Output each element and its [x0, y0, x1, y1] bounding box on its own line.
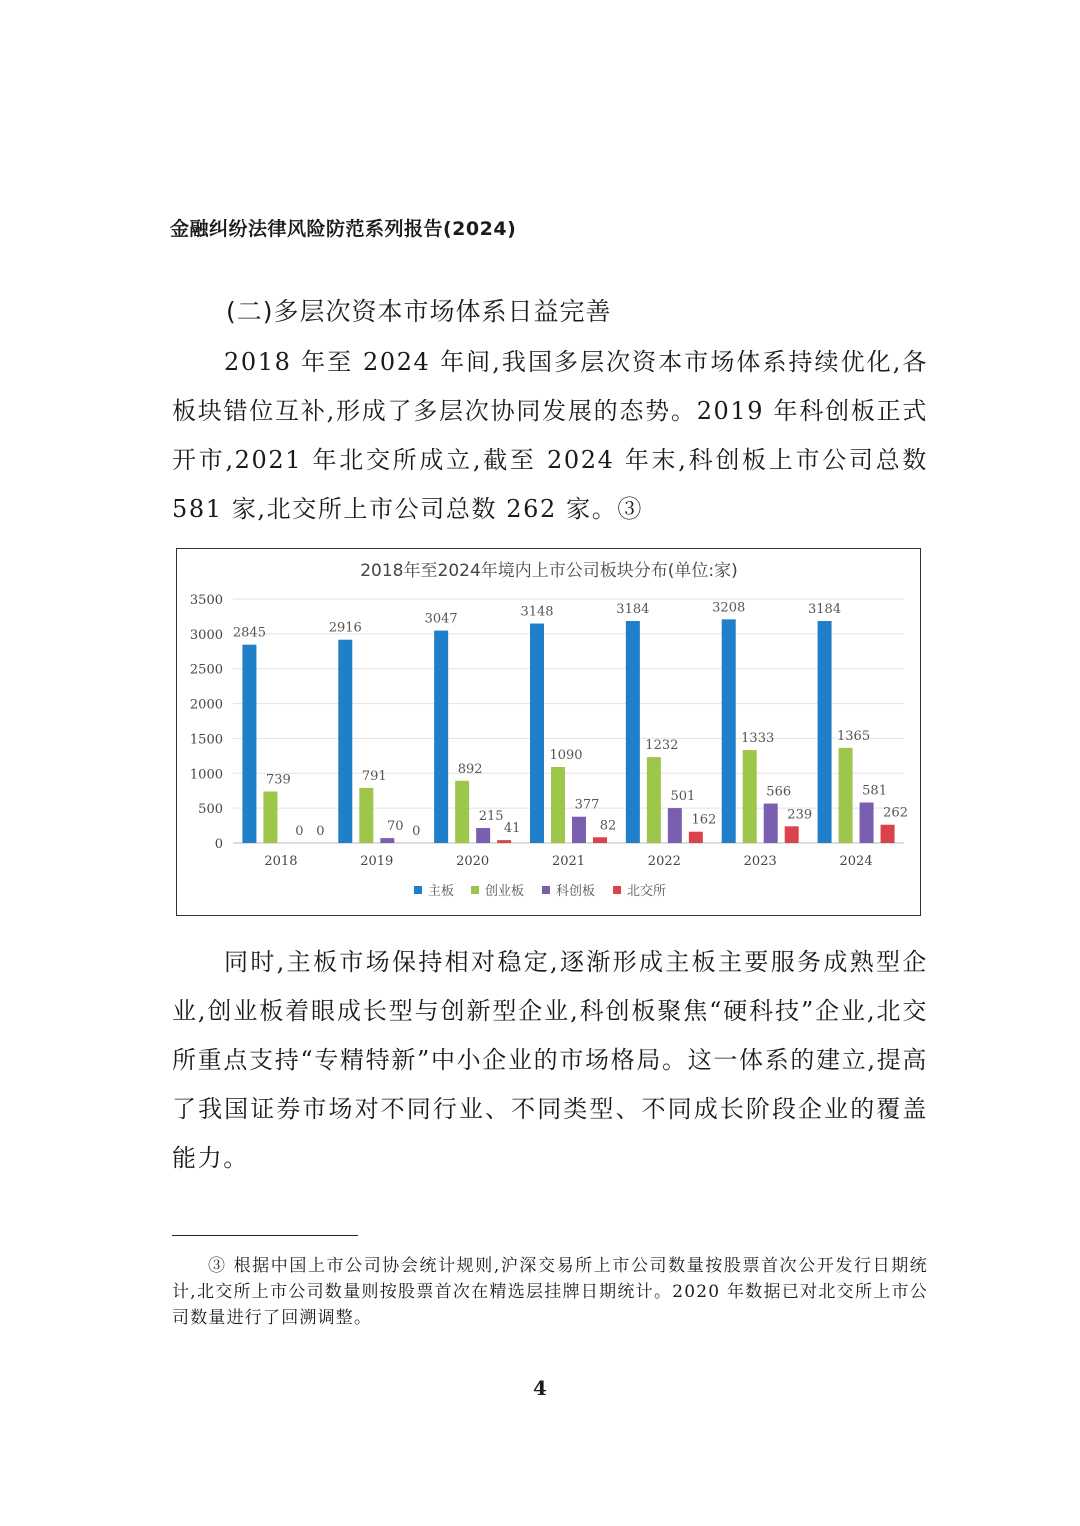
bar-科创板-2024	[860, 802, 874, 843]
bar-科创板-2021	[572, 817, 586, 843]
y-tick-label: 3000	[189, 627, 223, 643]
bar-主板-2021	[530, 624, 544, 843]
data-label: 82	[599, 818, 617, 834]
y-tick-label: 2500	[189, 662, 223, 678]
bar-主板-2022	[626, 621, 640, 843]
bar-主板-2018	[242, 645, 256, 843]
data-label: 892	[457, 761, 483, 777]
data-label: 162	[691, 812, 717, 828]
y-tick-label: 3500	[189, 593, 223, 608]
data-label: 3148	[520, 604, 554, 620]
x-tick-label: 2019	[360, 854, 394, 869]
bar-北交所-2023	[785, 826, 799, 843]
data-label: 70	[387, 819, 404, 835]
bar-创业板-2022	[647, 757, 661, 843]
data-label: 1232	[645, 738, 679, 754]
body-paragraph-1: 2018 年至 2024 年间,我国多层次资本市场体系持续优化,各板块错位互补,形成了多层次协同发展的态势。2019 年科创板正式开市,2021 年北交所成立,截至 2024 年末,科创板上市公司总数 581 家,北交所上市公司总数 262 家。③	[172, 348, 928, 523]
data-label: 215	[478, 809, 504, 825]
data-label: 581	[862, 783, 887, 799]
legend-swatch-北交所	[613, 886, 621, 894]
footnote-divider	[172, 1235, 358, 1236]
bar-北交所-2020	[497, 840, 511, 843]
legend-swatch-主板	[414, 886, 422, 894]
legend-swatch-科创板	[542, 886, 550, 894]
data-label: 262	[883, 805, 908, 821]
data-label: 41	[503, 821, 521, 837]
bar-北交所-2022	[689, 832, 703, 843]
bar-创业板-2024	[839, 748, 853, 843]
chart-title: 2018年至2024年境内上市公司板块分布(单位:家)	[360, 561, 738, 581]
x-tick-label: 2022	[647, 854, 681, 869]
y-tick-label: 2000	[189, 697, 223, 713]
data-label: 0	[412, 824, 421, 839]
footnote: ③ 根据中国上市公司协会统计规则,沪深交易所上市公司数量按股票首次公开发行日期统计,北交所上市公司数量则按股票首次在精选层挂牌日期统计。2020 年数据已对北交所上市公司数量进行了回溯调整。	[172, 1256, 928, 1328]
bar-北交所-2021	[593, 837, 607, 843]
bar-主板-2019	[338, 640, 352, 843]
data-label: 0	[295, 824, 304, 839]
y-tick-label: 0	[214, 837, 223, 852]
data-label: 239	[787, 807, 813, 823]
x-tick-label: 2020	[456, 854, 490, 869]
data-label: 791	[361, 768, 387, 784]
legend-label: 创业板	[485, 884, 525, 899]
data-label: 1365	[837, 728, 871, 744]
section-heading: (二)多层次资本市场体系日益完善	[226, 297, 612, 326]
data-label: 3184	[808, 602, 842, 618]
legend-label: 主板	[428, 884, 455, 899]
legend-label: 科创板	[556, 884, 596, 899]
bar-创业板-2023	[743, 750, 757, 843]
y-tick-label: 500	[198, 802, 223, 818]
bar-chart	[176, 548, 921, 916]
bar-主板-2023	[722, 619, 736, 843]
running-header: 金融纠纷法律风险防范系列报告(2024)	[170, 218, 517, 240]
legend-swatch-创业板	[471, 886, 479, 894]
bar-创业板-2021	[551, 767, 565, 843]
data-label: 566	[766, 784, 792, 800]
data-label: 0	[316, 824, 325, 839]
bar-科创板-2022	[668, 808, 682, 843]
data-label: 3208	[712, 600, 746, 616]
bar-创业板-2019	[359, 788, 373, 843]
bar-主板-2020	[434, 631, 448, 843]
bar-科创板-2020	[476, 828, 490, 843]
data-label: 1090	[549, 748, 583, 764]
body-paragraph-2: 同时,主板市场保持相对稳定,逐渐形成主板主要服务成熟型企业,创业板着眼成长型与创新型企业,科创板聚焦“硬科技”企业,北交所重点支持“专精特新”中小企业的市场格局。这一体系的建立,提高了我国证券市场对不同行业、不同类型、不同成长阶段企业的覆盖能力。	[172, 948, 928, 1172]
legend-label: 北交所	[627, 884, 667, 899]
bar-创业板-2020	[455, 781, 469, 843]
data-label: 501	[670, 789, 696, 805]
data-label: 2916	[328, 620, 362, 636]
bar-科创板-2019	[380, 838, 394, 843]
x-tick-label: 2024	[839, 854, 873, 869]
x-tick-label: 2018	[264, 854, 298, 869]
data-label: 739	[266, 772, 291, 788]
data-label: 2845	[232, 625, 266, 641]
data-label: 3184	[616, 602, 650, 618]
data-label: 1333	[741, 731, 775, 747]
data-label: 377	[574, 797, 600, 813]
bar-北交所-2024	[881, 825, 895, 843]
data-label: 3047	[424, 611, 458, 627]
page-number: 4	[533, 1376, 547, 1400]
y-tick-label: 1500	[189, 732, 223, 748]
bar-创业板-2018	[263, 791, 277, 843]
y-tick-label: 1000	[189, 767, 223, 783]
x-tick-label: 2021	[551, 854, 586, 869]
bar-主板-2024	[818, 621, 832, 843]
bar-科创板-2023	[764, 804, 778, 843]
x-tick-label: 2023	[743, 854, 777, 869]
